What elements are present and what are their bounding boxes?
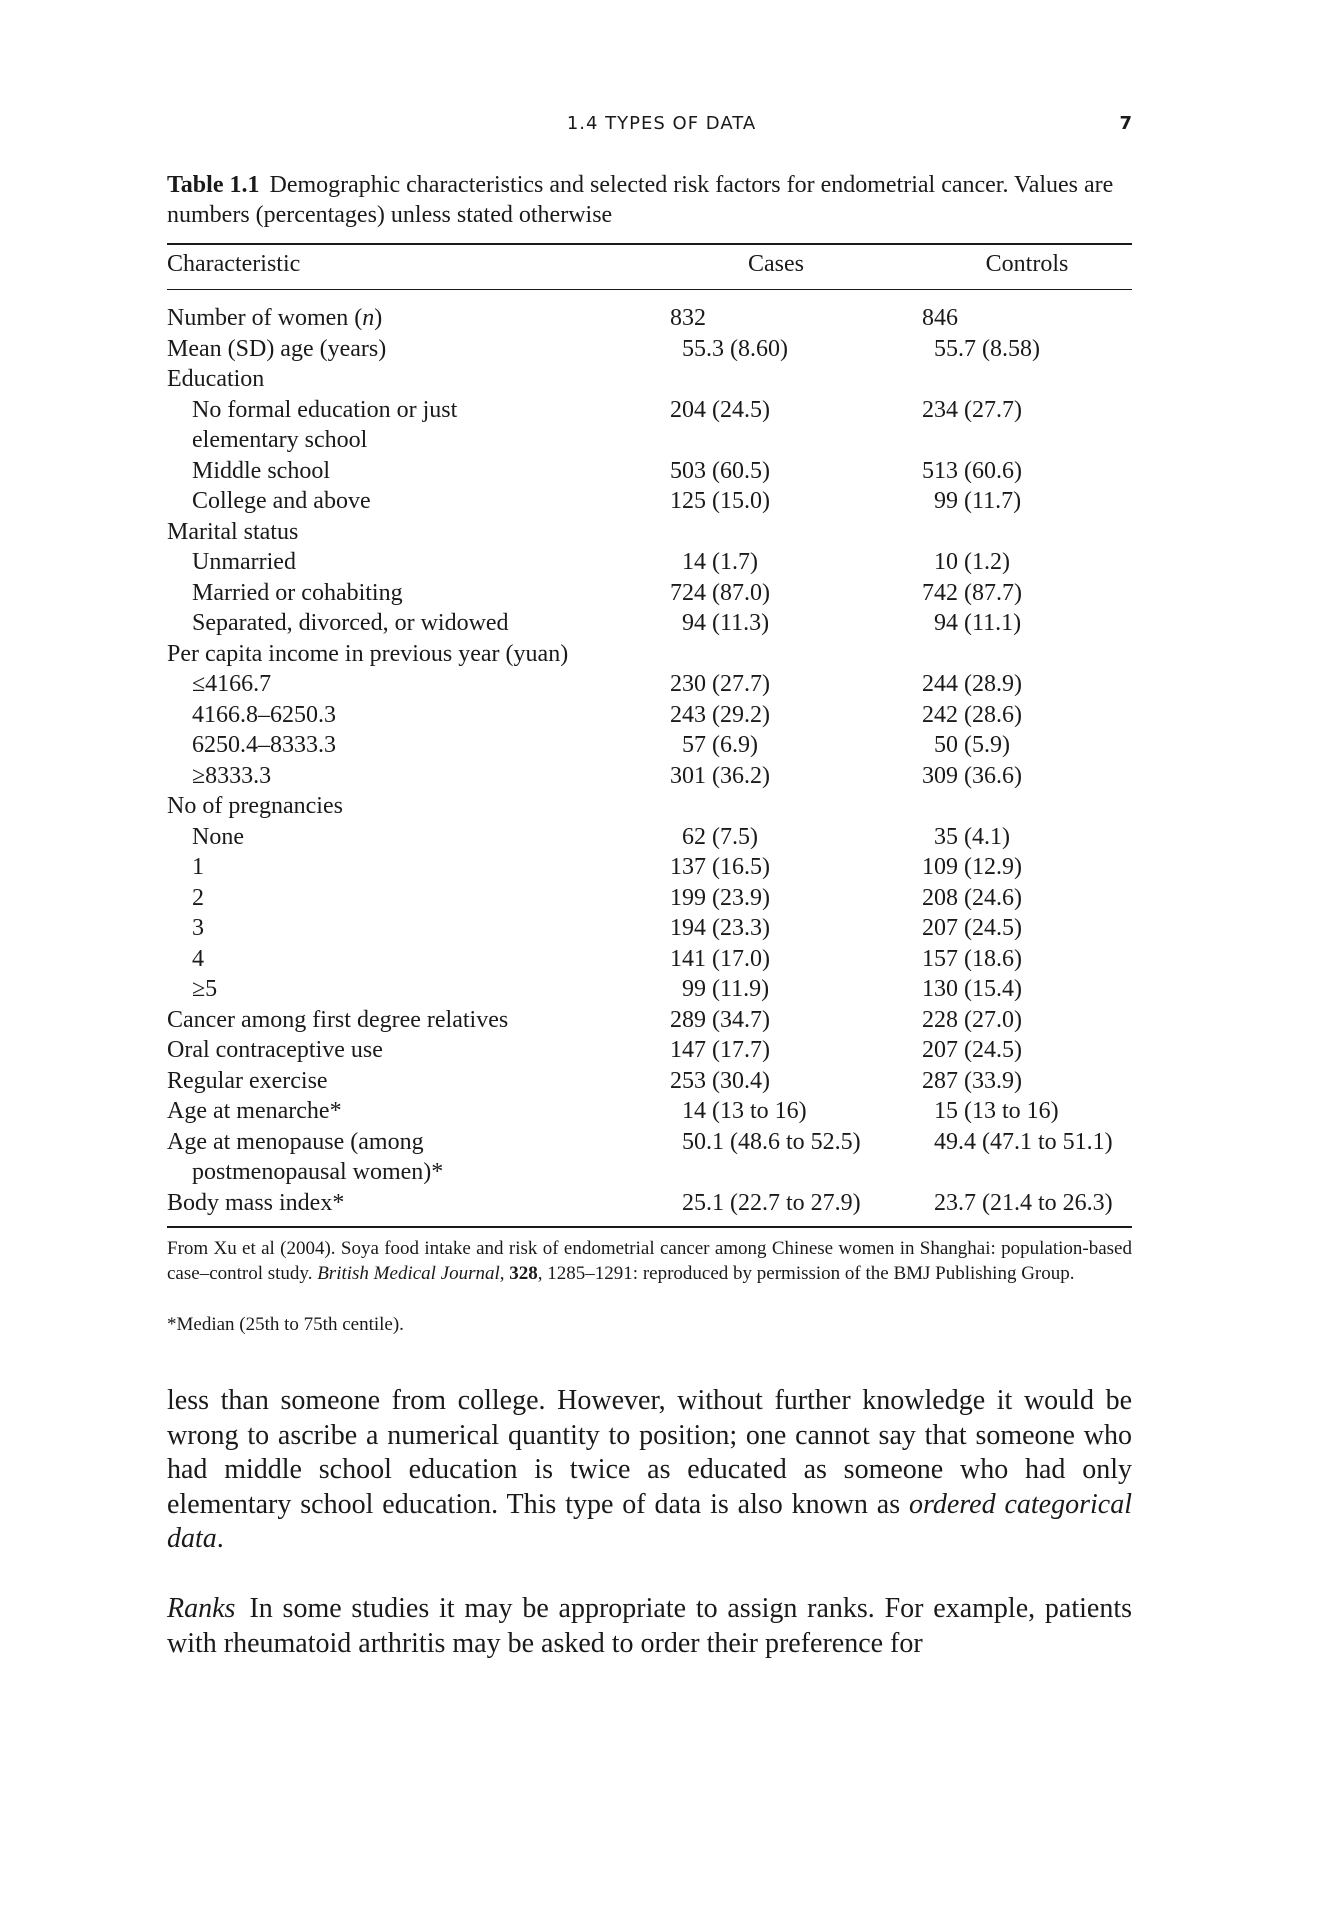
cell-characteristic: 2 — [192, 884, 204, 911]
table-row — [167, 669, 1132, 700]
table-footnote: *Median (25th to 75th centile). — [167, 1314, 404, 1335]
cell-controls: 50 (5.9) — [922, 732, 1010, 758]
cell-cases: 50.1 (48.6 to 52.5) — [670, 1128, 861, 1155]
cell-characteristic: 4166.8–6250.3 — [192, 701, 336, 728]
table-row — [167, 456, 1132, 487]
cell-cases: 199 (23.9) — [670, 884, 770, 911]
table-row — [167, 822, 1132, 853]
table-row — [167, 1127, 1132, 1188]
run-in-heading: Ranks — [167, 1593, 236, 1624]
table-row — [167, 364, 1132, 395]
cell-controls: 15 (13 to 16) — [922, 1098, 1059, 1124]
cell-cases: 141 (17.0) — [670, 945, 770, 972]
cell-cases: 301 (36.2) — [670, 762, 770, 789]
body-paragraph-2 — [167, 1592, 1132, 1661]
cell-cases: 62 (7.5) — [670, 823, 758, 850]
cell-controls: 207 (24.5) — [922, 915, 1022, 941]
table-row — [167, 944, 1132, 975]
cell-characteristic: 4 — [192, 945, 204, 972]
cell-characteristic: College and above — [192, 488, 371, 514]
column-header-cases: Cases — [748, 251, 804, 277]
cell-characteristic: None — [192, 823, 244, 850]
table-row — [167, 913, 1132, 944]
cell-cases: 230 (27.7) — [670, 671, 770, 697]
table-row — [167, 1035, 1132, 1066]
cell-characteristic: Regular exercise — [167, 1067, 328, 1094]
table-bottom-rule — [167, 1226, 1132, 1228]
source-text: From Xu et al (2004). Soya food intake and risk of endometrial cancer among Chinese women in Shanghai: population-based case–control study. — [167, 1238, 1132, 1284]
cell-characteristic: Age at menarche* — [167, 1098, 342, 1124]
table-row — [167, 1096, 1132, 1127]
cell-characteristic: Per capita income in previous year (yuan) — [167, 640, 569, 667]
cell-cases: 503 (60.5) — [670, 457, 770, 484]
cell-characteristic: 6250.4–8333.3 — [192, 732, 336, 758]
table-source-note — [167, 1236, 1132, 1286]
source-separator: , — [499, 1263, 510, 1284]
cell-characteristic: Oral contraceptive use — [167, 1037, 383, 1063]
cell-controls: 309 (36.6) — [922, 762, 1022, 789]
cell-cases: 147 (17.7) — [670, 1037, 770, 1063]
cell-characteristic: Unmarried — [192, 549, 296, 575]
cell-cases: 724 (87.0) — [670, 579, 770, 606]
cell-controls: 94 (11.1) — [922, 610, 1022, 636]
cell-characteristic: No of pregnancies — [167, 793, 343, 819]
cell-characteristic: Number of women (n) — [167, 305, 383, 331]
cell-controls: 234 (27.7) — [922, 396, 1022, 423]
table-row — [167, 303, 1132, 334]
source-volume: 328 — [509, 1263, 538, 1284]
cell-characteristic: ≥8333.3 — [192, 762, 272, 789]
cell-characteristic: Age at menopause (among — [167, 1128, 424, 1155]
cell-cases: 25.1 (22.7 to 27.9) — [670, 1189, 861, 1216]
cell-cases: 289 (34.7) — [670, 1006, 770, 1033]
cell-controls: 99 (11.7) — [922, 488, 1022, 514]
cell-controls: 10 (1.2) — [922, 549, 1010, 575]
table-row — [167, 761, 1132, 792]
running-head: 1.4 TYPES OF DATA — [566, 113, 757, 134]
cell-cases: 832 — [670, 305, 706, 331]
table-row — [167, 1005, 1132, 1036]
table-row — [167, 852, 1132, 883]
cell-cases: 204 (24.5) — [670, 396, 770, 423]
cell-controls: 157 (18.6) — [922, 945, 1022, 972]
cell-controls: 49.4 (47.1 to 51.1) — [922, 1128, 1113, 1155]
table-row — [167, 395, 1132, 456]
cell-controls: 242 (28.6) — [922, 701, 1022, 728]
cell-characteristic: No formal education or just — [192, 396, 458, 423]
table-row — [167, 883, 1132, 914]
source-pages: , 1285–1291: reproduced by permission of the BMJ Publishing Group. — [537, 1263, 1075, 1284]
table-row — [167, 1066, 1132, 1097]
cell-cases: 55.3 (8.60) — [670, 335, 788, 362]
table-row — [167, 730, 1132, 761]
table-row — [167, 791, 1132, 822]
cell-cases: 137 (16.5) — [670, 854, 770, 880]
page-number: 7 — [1119, 113, 1132, 134]
cell-characteristic: Body mass index* — [167, 1189, 345, 1216]
column-header-controls: Controls — [985, 251, 1069, 277]
cell-characteristic: ≥5 — [192, 976, 218, 1002]
cell-cases: 194 (23.3) — [670, 915, 770, 941]
cell-cases: 57 (6.9) — [670, 732, 758, 758]
table-row — [167, 486, 1132, 517]
table-row — [167, 700, 1132, 731]
cell-controls: 287 (33.9) — [922, 1067, 1022, 1094]
table-row — [167, 334, 1132, 365]
cell-characteristic: Married or cohabiting — [192, 579, 403, 606]
emphasis-term: ordered categorical data — [167, 1488, 1132, 1554]
table-row — [167, 547, 1132, 578]
table-row — [167, 1188, 1132, 1219]
table-header-rule — [167, 289, 1132, 290]
cell-controls: 35 (4.1) — [922, 823, 1010, 850]
cell-characteristic: Marital status — [167, 518, 299, 545]
cell-controls: 109 (12.9) — [922, 854, 1022, 880]
cell-controls: 742 (87.7) — [922, 579, 1022, 606]
column-header-characteristic: Characteristic — [167, 251, 301, 277]
table-row — [167, 639, 1132, 670]
table-row — [167, 608, 1132, 639]
cell-controls: 130 (15.4) — [922, 976, 1022, 1002]
cell-controls: 23.7 (21.4 to 26.3) — [922, 1189, 1113, 1216]
cell-characteristic: Mean (SD) age (years) — [167, 335, 387, 362]
cell-controls: 228 (27.0) — [922, 1006, 1022, 1033]
cell-cases: 99 (11.9) — [670, 976, 770, 1002]
cell-cases: 14 (13 to 16) — [670, 1098, 807, 1124]
cell-controls: 55.7 (8.58) — [922, 335, 1040, 362]
cell-cases: 243 (29.2) — [670, 701, 770, 728]
table-label: Table 1.1 — [167, 172, 260, 198]
cell-cases: 94 (11.3) — [670, 610, 770, 636]
cell-characteristic: Education — [167, 366, 265, 392]
cell-characteristic: ≤4166.7 — [192, 671, 272, 697]
cell-characteristic: Cancer among first degree relatives — [167, 1006, 509, 1033]
cell-cases: 125 (15.0) — [670, 488, 770, 514]
cell-characteristic: Middle school — [192, 457, 330, 484]
table-caption — [167, 170, 1132, 230]
cell-controls: 207 (24.5) — [922, 1037, 1022, 1063]
body-paragraph-1 — [167, 1384, 1132, 1557]
cell-cases: 14 (1.7) — [670, 549, 758, 575]
table-top-rule — [167, 243, 1132, 245]
table-row — [167, 974, 1132, 1005]
paragraph-text: less than someone from college. However, without further knowledge it would be wrong to ascribe a numerical quantity to position; one cannot say that someone who had middle school education is twice as educated as someone who had only elementary school education. This type of data is also known as — [167, 1385, 1132, 1520]
cell-cases: 253 (30.4) — [670, 1067, 770, 1094]
cell-characteristic-continued: postmenopausal women)* — [192, 1159, 444, 1185]
cell-controls: 846 — [922, 305, 958, 331]
cell-characteristic-continued: elementary school — [192, 427, 368, 453]
source-journal: British Medical Journal — [317, 1263, 500, 1284]
cell-controls: 513 (60.6) — [922, 457, 1022, 484]
cell-controls: 208 (24.6) — [922, 884, 1022, 911]
cell-characteristic: Separated, divorced, or widowed — [192, 610, 509, 636]
table-row — [167, 517, 1132, 548]
cell-characteristic: 1 — [192, 854, 204, 880]
paragraph-end: . — [216, 1523, 224, 1554]
cell-controls: 244 (28.9) — [922, 671, 1022, 697]
paragraph-text: In some studies it may be appropriate to assign ranks. For example, patients with rheumatoid arthritis may be asked to order their preference for — [167, 1593, 1132, 1659]
cell-characteristic: 3 — [192, 915, 204, 941]
table-caption-text: Demographic characteristics and selected risk factors for endometrial cancer. Values are numbers (percentages) unless stated otherwise — [167, 172, 1114, 228]
table-row — [167, 578, 1132, 609]
table-body — [167, 303, 1132, 1218]
